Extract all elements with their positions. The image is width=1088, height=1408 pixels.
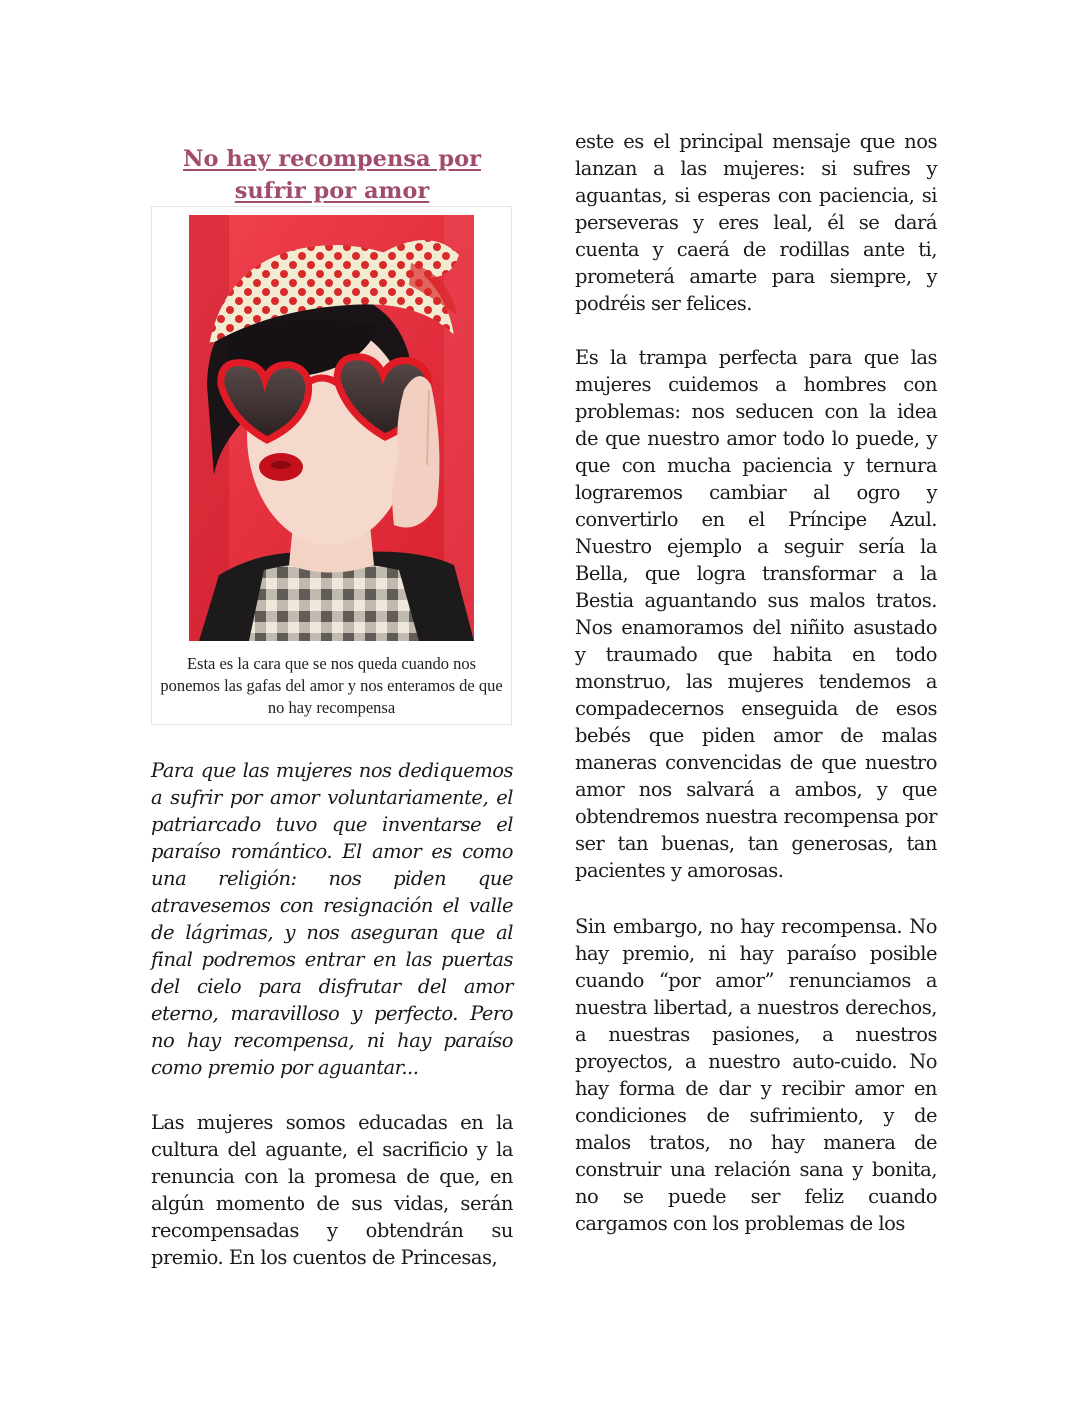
- woman-heart-sunglasses-photo: [189, 215, 474, 641]
- paragraph-trap: Es la trampa perfecta para que las mujeres cuidemos a hombres con problemas: nos seducen con la idea de que nuestro amor todo lo puede, y que con mucha paciencia y ternura lograremos cambiar al ogro y convertirlo en el Príncipe Azul. Nuestro ejemplo a seguir sería la Bella, que logra transformar a la Bestia aguantando sus malos tratos. Nos enamoramos del niñito asustado y traumado que habita en todo monstruo, las mujeres tendemos a compadecernos enseguida de esos bebés que piden amor de malas maneras convencidas de que nuestro amor nos salvará a ambos, y que obtendremos nuestra recompensa por ser tan buenas, tan generosas, tan pacientes y amorosas.: [575, 346, 937, 882]
- paragraph-no-reward: Sin embargo, no hay recompensa. No hay premio, ni hay paraíso posible cuando “por amor” renunciamos a nuestra libertad, a nuestros derechos, a nuestras pasiones, a nuestros proyectos, a nuestro auto-cuido. No hay forma de dar y recibir amor en condiciones de sufrimiento, y de malos tratos, no hay manera de construir una relación sana y bonita, no se puede ser feliz cuando cargamos con los problemas de los: [575, 915, 937, 1235]
- article-title: [152, 143, 512, 207]
- paragraph-message: este es el principal mensaje que nos lanzan a las mujeres: si sufres y aguantas, si esperas con paciencia, si perseveras y eres leal, él se dará cuenta y caerá de rodillas ante ti, prometerá amarte para siempre, y podréis ser felices.: [575, 130, 937, 315]
- article-figure: [151, 206, 512, 725]
- article-title-line2: sufrir por amor: [234, 178, 430, 204]
- image-caption: Esta es la cara que se nos queda cuando nos ponemos las gafas del amor y nos enteramos de que no hay recompensa: [160, 654, 503, 717]
- paragraph-education: Las mujeres somos educadas en la cultura del aguante, el sacrificio y la renuncia con la promesa de que, en algún momento de sus vidas, serán recompensadas y obtendrán su premio. En los cuentos de Princesas,: [151, 1111, 513, 1269]
- paragraph-intro: Para que las mujeres nos dediquemos a sufrir por amor voluntariamente, el patriarcado tuvo que inventarse el paraíso romántico. El amor es como una religión: nos piden que atravesemos con resignación el valle de lágrimas, y nos aseguran que al final podremos entrar en las puertas del cielo para disfrutar del amor eterno, maravilloso y perfecto. Pero no hay recompensa, ni hay paraíso como premio por aguantar...: [151, 759, 513, 1079]
- article-title-line1: No hay recompensa por: [182, 146, 481, 172]
